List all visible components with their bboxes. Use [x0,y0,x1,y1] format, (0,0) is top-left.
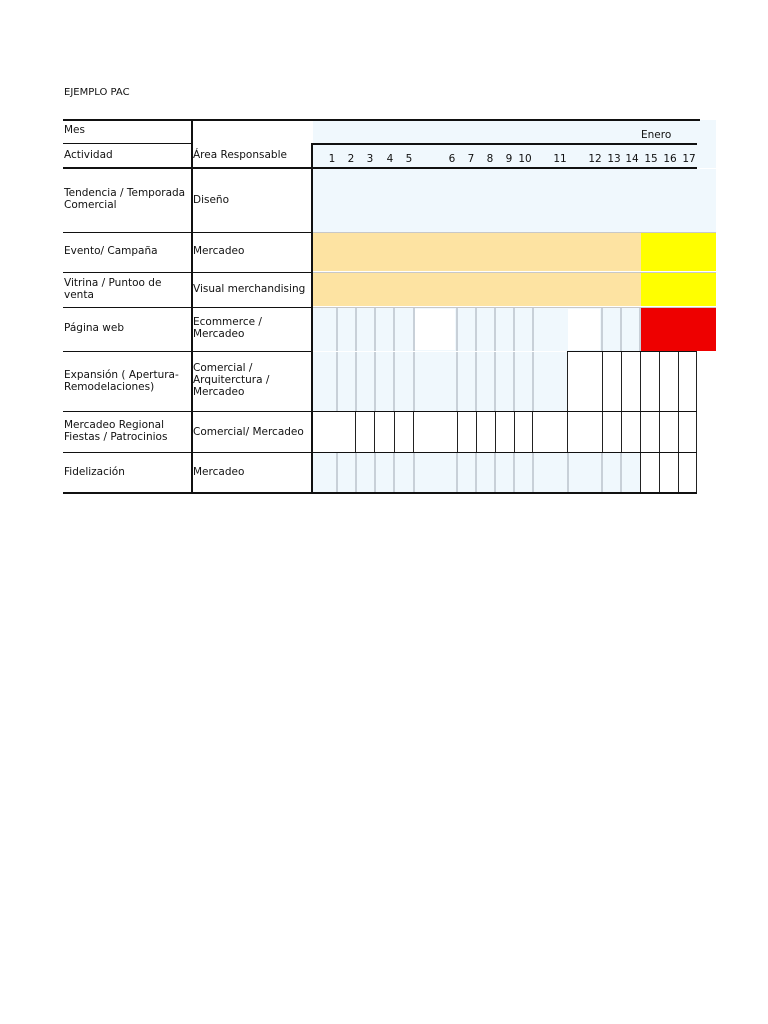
day-number: 2 [347,153,355,165]
day-number: 15 [644,153,658,165]
day-number: 17 [682,153,696,165]
area-mercadeo-fidelizacion: Mercadeo [193,466,245,478]
day-number: 1 [328,153,336,165]
row-vitrina-yellow [641,273,716,306]
row-vitrina-peach [313,273,641,306]
area-mercadeo-evento: Mercadeo [193,245,245,257]
day-number: 7 [467,153,475,165]
day-number: 16 [663,153,677,165]
activity-evento: Evento/ Campaña [64,245,158,257]
day-number: 12 [588,153,602,165]
header-area-responsable: Área Responsable [193,149,287,161]
activity-pagina-web: Página web [64,322,125,334]
activity-mercadeo-regional: Mercadeo Regional Fiestas / Patrocinios [64,419,168,443]
header-actividad: Actividad [64,149,113,161]
day-number: 9 [505,153,513,165]
document-title: EJEMPLO PAC [64,87,130,98]
activity-fidelizacion: Fidelización [64,466,125,478]
header-month: Enero [641,129,672,141]
day-number: 6 [448,153,456,165]
area-diseno: Diseño [193,194,230,206]
header-mes: Mes [64,124,85,136]
day-number: 11 [553,153,567,165]
day-number: 8 [486,153,494,165]
row-evento-yellow [641,233,716,271]
activity-vitrina: Vitrina / Puntoo de venta [64,277,162,301]
area-visual-merchandising: Visual merchandising [193,283,306,295]
day-number: 10 [518,153,532,165]
area-comercial-arquitectura: Comercial / Arquiterctura / Mercadeo [193,362,270,398]
day-number: 3 [366,153,374,165]
activity-expansion: Expansión ( Apertura- Remodelaciones) [64,369,179,393]
day-number: 13 [607,153,621,165]
row-expansion-fill [313,352,567,411]
row-tendencia-fill [313,169,716,232]
area-ecommerce: Ecommerce / Mercadeo [193,316,262,340]
row-evento-peach [313,233,641,271]
day-number: 14 [625,153,639,165]
activity-tendencia: Tendencia / Temporada Comercial [64,187,186,211]
day-number: 4 [386,153,394,165]
area-comercial-mercadeo: Comercial/ Mercadeo [193,426,304,438]
day-number: 5 [405,153,413,165]
row-pagina-red [641,308,716,351]
